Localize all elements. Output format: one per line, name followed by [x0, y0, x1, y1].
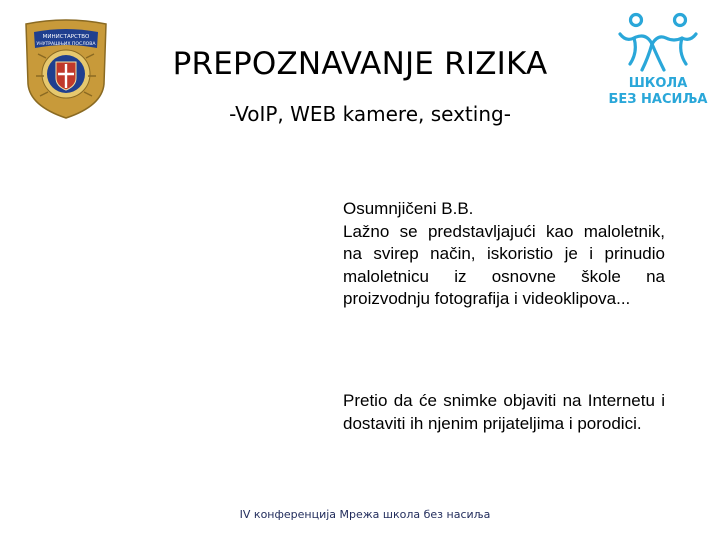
- school-without-violence-logo: [604, 12, 712, 112]
- children-figures-icon: [612, 12, 704, 76]
- emblem-text-line1: МИНИСТАРСТВО: [42, 34, 90, 40]
- police-badge-emblem: [18, 14, 114, 122]
- paragraph-threat-description: Pretio da će snimke objaviti na Internetu i dostaviti ih njenim prijateljima i porodici.: [343, 391, 665, 433]
- paragraph1-body: Lažno se predstavljajući kao maloletnik, na svirep način, iskoristio je i prinudio maloletnicu iz osnovne škole na proizvodnju fotografija i videoklipova...: [343, 221, 665, 309]
- paragraph1-heading: Osumnjičeni B.B.: [343, 199, 474, 218]
- paragraph-suspect-description: [343, 198, 665, 311]
- logo-text-line2: БЕЗ НАСИЉА: [608, 92, 708, 107]
- page-title: PREPOZNAVANJE RIZIKA: [172, 46, 548, 82]
- logo-text-line1: ШКОЛА: [628, 76, 688, 91]
- emblem-text-line2: УНУТРАШЊИХ ПОСЛОВА: [36, 42, 96, 47]
- footer-conference-text: IV конференција Мрежа школа без насиља: [239, 508, 491, 521]
- page-subtitle: -VoIP, WEB kamere, sexting-: [229, 102, 511, 126]
